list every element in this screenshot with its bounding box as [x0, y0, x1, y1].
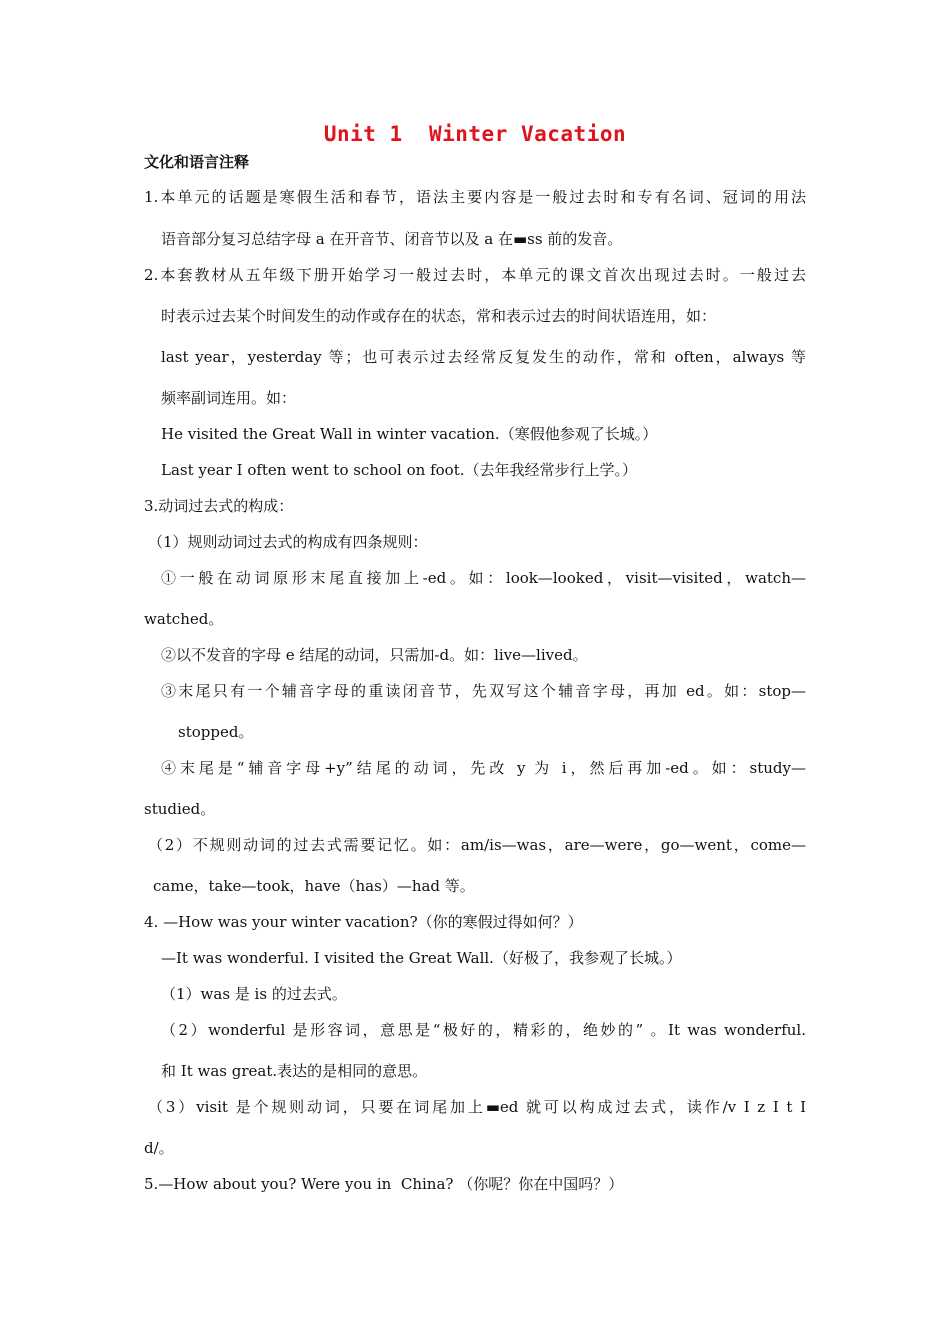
text-line: （1）规则动词过去式的构成有四条规则：	[148, 533, 428, 551]
text-line: 3.动词过去式的构成：	[144, 497, 294, 515]
text-line: 2.本套教材从五年级下册开始学习一般过去时，本单元的课文首次出现过去时。一般过去	[144, 266, 806, 284]
text-line: 语音部分复习总结字母 a 在开音节、闭音节以及 a 在▬ss 前的发音。	[161, 230, 623, 248]
text-line: ②以不发音的字母 e 结尾的动词，只需加-d。如：live—lived。	[161, 646, 588, 664]
text-line: 频率副词连用。如：	[161, 389, 297, 407]
text-line: studied。	[144, 800, 216, 818]
page-title: Unit 1 Winter Vacation	[323, 122, 627, 146]
text-line: 时表示过去某个时间发生的动作或存在的状态，常和表示过去的时间状语连用，如：	[161, 307, 717, 325]
text-line: stopped。	[178, 723, 254, 741]
text-line: —It was wonderful. I visited the Great Wall.（好极了，我参观了长城。）	[161, 949, 682, 967]
text-line: last year，yesterday 等；也可表示过去经常反复发生的动作，常和 often，always 等	[161, 348, 806, 366]
text-line: （2）不规则动词的过去式需要记忆。如：am/is—was，are—were，go—went，come—	[148, 836, 806, 854]
text-line: came，take—took，have（has）—had 等。	[153, 877, 475, 895]
text-line: （1）was 是 is 的过去式。	[161, 985, 347, 1003]
text-line: He visited the Great Wall in winter vacation.（寒假他参观了长城。）	[161, 425, 658, 443]
text-line: ③末尾只有一个辅音字母的重读闭音节，先双写这个辅音字母，再加 ed。如：stop—	[161, 682, 806, 700]
text-line: ①一般在动词原形末尾直接加上-ed。如：look—looked，visit—visited，watch—	[161, 569, 806, 587]
text-line: 4. —How was your winter vacation?（你的寒假过得如何？）	[144, 913, 583, 931]
text-line: 和 It was great.表达的是相同的意思。	[161, 1062, 428, 1080]
text-line: （2）wonderful 是形容词，意思是“极好的，精彩的，绝妙的” 。It was wonderful.	[161, 1021, 806, 1039]
text-line: 5.—How about you? Were you in China? （你呢？你在中国吗？）	[144, 1175, 624, 1193]
section-heading: 文化和语言注释	[144, 153, 250, 171]
text-line: d/。	[144, 1139, 174, 1157]
text-line: watched。	[144, 610, 224, 628]
text-line: Last year I often went to school on foot.（去年我经常步行上学。）	[161, 461, 637, 479]
text-line: ④末尾是“辅音字母+y”结尾的动词，先改 y 为 i，然后再加-ed。如：study—	[161, 759, 806, 777]
text-line: 1.本单元的话题是寒假生活和春节，语法主要内容是一般过去时和专有名词、冠词的用法	[144, 188, 806, 206]
text-line: （3）visit 是个规则动词，只要在词尾加上▬ed 就可以构成过去式，读作/v I z I t I	[148, 1098, 806, 1116]
